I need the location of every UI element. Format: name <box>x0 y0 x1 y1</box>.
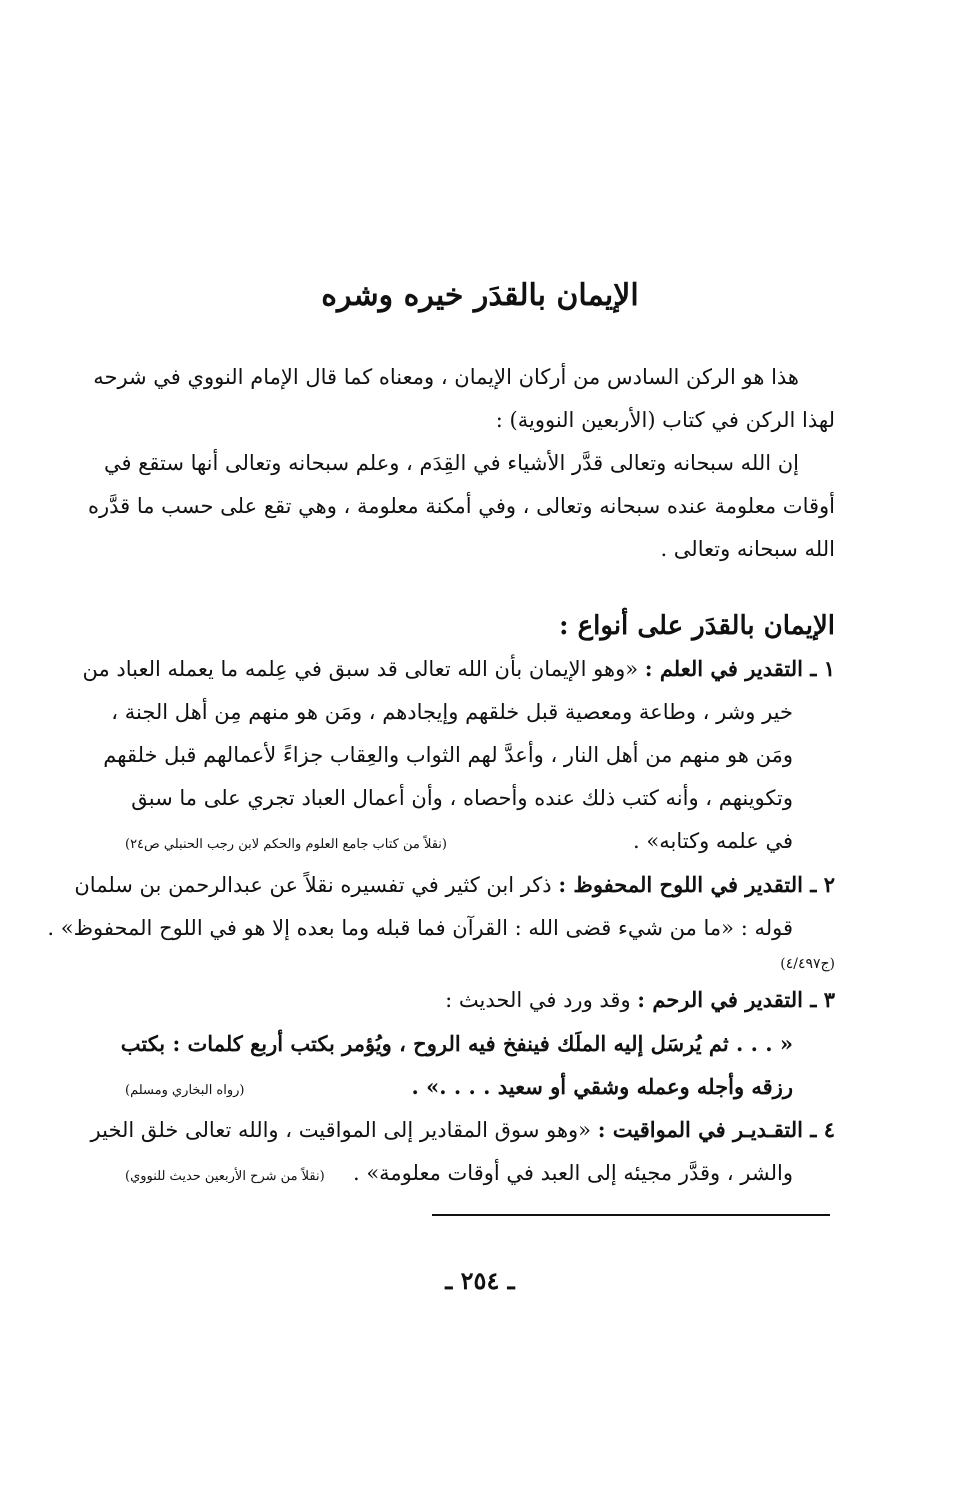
item-text: خير وشر ، وطاعة ومعصية قبل خلقهم وإيجادهم ، ومَن هو منهم مِن أهل الجنة ، <box>111 700 793 724</box>
item-text: وقد ورد في الحديث : <box>445 988 631 1012</box>
list-item-preserved-tablet <box>47 863 835 978</box>
item-label: ٤ ـ التقـديـر في المواقيت : <box>597 1117 835 1142</box>
hadith-text: « . . . ثم يُرسَل إليه الملَك فينفخ فيه الروح ، ويُؤمر بكتب أربع كلمات : بكتب <box>120 1031 793 1056</box>
source-citation: (نقلاً من كتاب جامع العلوم والحكم لابن رجب الحنبلي ص٢٤) <box>125 837 447 852</box>
types-heading: الإيمان بالقدَر على أنواع : <box>559 611 835 641</box>
list-item-knowledge <box>82 647 835 863</box>
types-list <box>47 647 835 1195</box>
intro-paragraph <box>87 356 835 571</box>
item-label: ٣ ـ التقدير في الرحم : <box>637 987 835 1012</box>
item-text: وتكوينهم ، وأنه كتب ذلك عنده وأحصاه ، وأن أعمال العباد تجري على ما سبق <box>131 786 793 810</box>
item-text: ومَن هو منهم من أهل النار ، وأعدَّ لهم الثواب والعِقاب جزاءً لأعمالهم قبل خلقهم <box>103 743 793 767</box>
item-text: في علمه وكتابه» . <box>633 829 793 853</box>
item-label: ١ ـ التقدير في العلم : <box>644 656 835 681</box>
intro-line: لهذا الركن في كتاب (الأربعين النووية) : <box>495 408 835 432</box>
item-text: «وهو الإيمان بأن الله تعالى قد سبق في عِلمه ما يعمله العباد من <box>82 657 639 681</box>
item-text: والشر ، وقدَّر مجيئه إلى العبد في أوقات معلومة» . <box>352 1161 793 1185</box>
item-label: ٢ ـ التقدير في اللوح المحفوظ : <box>558 872 835 897</box>
item-last-line <box>125 820 835 863</box>
list-item-womb <box>120 978 835 1108</box>
intro-line: هذا هو الركن السادس من أركان الإيمان ، ومعناه كما قال الإمام النووي في شرحه <box>93 365 799 389</box>
list-item-appointed-times <box>90 1108 835 1195</box>
item-text: «وهو سوق المقادير إلى المواقيت ، والله تعالى خلق الخير <box>90 1118 592 1142</box>
page-title: الإيمان بالقدَر خيره وشره <box>321 278 639 313</box>
source-citation: (ج٤/٤٩٧) <box>780 956 835 972</box>
source-citation: (نقلاً من شرح الأربعين حديث للنووي) <box>125 1169 325 1184</box>
footnote-divider <box>432 1214 830 1216</box>
item-text: قوله : «ما من شيء قضى الله : القرآن فما قبله وما بعده إلا هو في اللوح المحفوظ» . <box>47 916 793 940</box>
page-number: ـ ٢٥٤ ـ <box>445 1266 515 1295</box>
source-citation: (رواه البخاري ومسلم) <box>125 1083 245 1098</box>
item-text: ذكر ابن كثير في تفسيره نقلاً عن عبدالرحمن بن سلمان <box>74 873 552 897</box>
hadith-text: رزقه وأجله وعمله وشقي أو سعيد . . . .» . <box>411 1074 793 1099</box>
item-last-line <box>125 1152 835 1195</box>
intro-line: إن الله سبحانه وتعالى قدَّر الأشياء في القِدَم ، وعلم سبحانه وتعالى أنها ستقع في <box>103 451 799 475</box>
intro-line: الله سبحانه وتعالى . <box>660 537 835 561</box>
item-last-line <box>125 1065 835 1108</box>
intro-line: أوقات معلومة عنده سبحانه وتعالى ، وفي أمكنة معلومة ، وهي تقع على حسب ما قدَّره <box>87 494 835 518</box>
